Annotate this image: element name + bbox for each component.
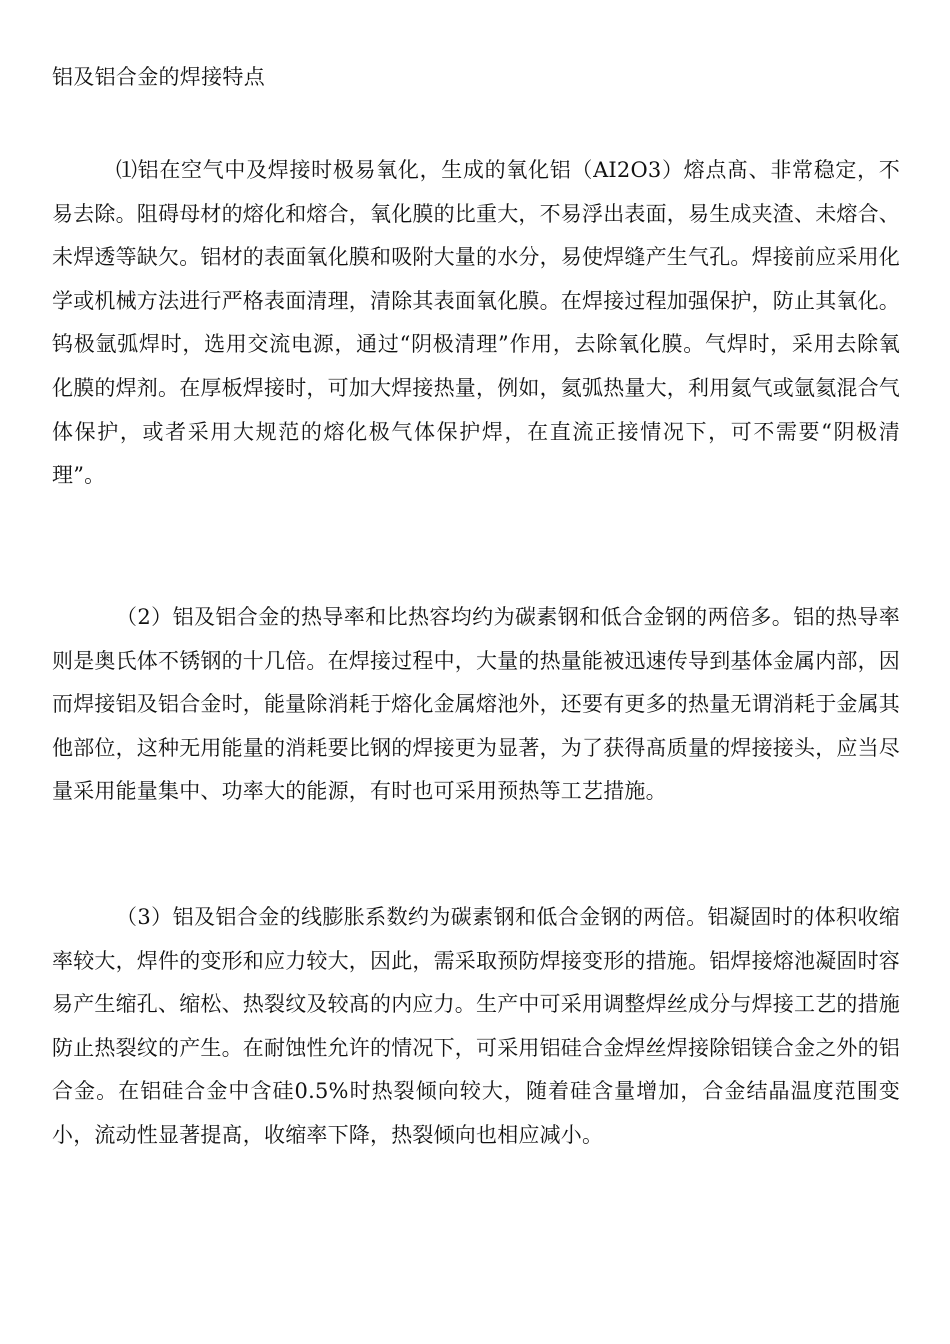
paragraph-2: （2）铝及铝合金的热导率和比热容均约为碳素钢和低合金钢的两倍多。铝的热导率则是奥氏体不锈钢的十几倍。在焊接过程中，大量的热量能被迅速传导到基体金属内部，因而焊接铝及铝合金时，能量除消耗于熔化金属熔池外，还要有更多的热量无谓消耗于金属其他部位，这种无用能量的消耗要比钢的焊接更为显著，为了获得髙质量的焊接接头，应当尽量采用能量集中、功率大的能源，有时也可采用预热等工艺措施。 — [52, 605, 900, 804]
document-title: 铝及铝合金的焊接特点 — [52, 65, 265, 89]
paragraph-1: ⑴铝在空气中及焊接时极易氧化，生成的氧化铝（AI2O3）熔点髙、非常稳定，不易去除。阻碍母材的熔化和熔合，氧化膜的比重大，不易浮出表面，易生成夹渣、未熔合、未焊透等缺欠。铝材的表面氧化膜和吸附大量的水分，易使焊缝产生气孔。焊接前应采用化学或机械方法进行严格表面清理，清除其表面氧化膜。在焊接过程加强保护，防止其氧化。钨极氩弧焊时，选用交流电源，通过“阴极清理”作用，去除氧化膜。气焊时，采用去除氧化膜的焊剂。在厚板焊接时，可加大焊接热量，例如，氦弧热量大，利用氦气或氩氦混合气体保护，或者采用大规范的熔化极气体保护焊，在直流正接情况下，可不需要“阴极清理”。 — [52, 158, 900, 488]
paragraph-3: （3）铝及铝合金的线膨胀系数约为碳素钢和低合金钢的两倍。铝凝固时的体积收缩率较大，焊件的变形和应力较大，因此，需采取预防焊接变形的措施。铝焊接熔池凝固时容易产生缩孔、缩松、热裂纹及较髙的内应力。生产中可采用调整焊丝成分与焊接工艺的措施防止热裂纹的产生。在耐蚀性允许的情况下，可采用铝硅合金焊丝焊接除铝镁合金之外的铝合金。在铝硅合金中含硅0.5%时热裂倾向较大，随着硅含量增加，合金结晶温度范围变小，流动性显著提髙，收缩率下降，热裂倾向也相应减小。 — [52, 905, 900, 1147]
